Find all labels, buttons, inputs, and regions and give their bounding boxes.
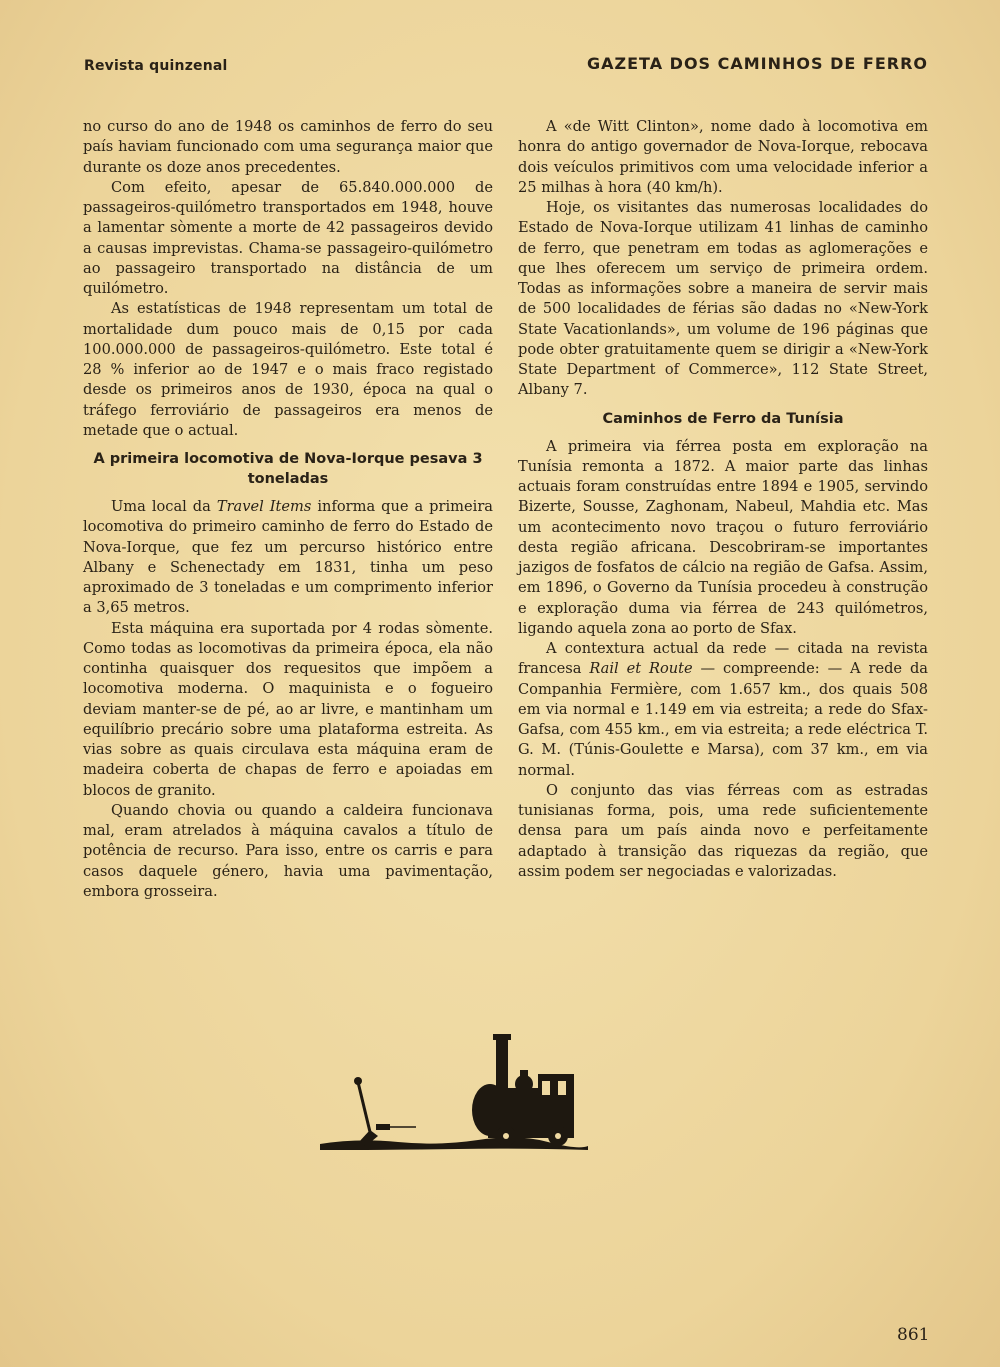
text-run: — compreende: — A rede da Companhia Fermière, com 1.657 km., dos quais 508 em via normal e 1.149 em via estreita; a rede do Sfax-Gafsa, com 455 km., em via estreita; a rede eléctrica T. G. M. (Túnis-Goulette e Marsa), com 37 km., em via normal. [518,660,928,779]
text-run: Uma local da [111,498,217,515]
paragraph [518,639,928,781]
running-header [84,54,928,78]
paragraph: Esta máquina era suportada por 4 rodas sòmente. Como todas as locomotivas da primeira época, ela não continha quaisquer dos requesitos que impõem a locomotiva moderna. O maquinista e o fogueiro deviam manter-se de pé, ao ar livre, e mantinham um equilíbrio precário sobre uma plataforma estreita. As vias sobre as quais circulava esta máquina eram de madeira coberta de chapas de ferro e apoiadas em blocos de granito. [83,619,493,799]
italic-title: Travel Items [216,498,312,515]
paragraph: Quando chovia ou quando a caldeira funcionava mal, eram atrelados à máquina cavalos a título de potência de recurso. Para isso, entre os carris e para casos daquele género, havia uma pavimentação, embora grosseira. [83,801,493,900]
paragraph: Hoje, os visitantes das numerosas localidades do Estado de Nova-Iorque utilizam 41 linhas de caminho de ferro, que penetram em todas as aglomerações e que lhes oferecem um serviço de primeira ordem. Todas as informações sobre a maneira de servir mais de 500 localidades de férias são dadas no «New-York State Vacationlands», um volume de 196 páginas que pode obter gratuitamente quem se dirigir a «New-York State Department of Commerce», 112 State Street, Albany 7. [518,199,928,399]
left-column [83,117,493,902]
header-right: GAZETA DOS CAMINHOS DE FERRO [586,54,928,73]
italic-title: Rail et Route [589,660,693,678]
text-run: informa que a primeira locomotiva do primeiro caminho de ferro do Estado de Nova-Iorque, que fez um percurso histórico entre Albany e Schenectady em 1831, tinha um peso aproximado de 3 toneladas e um comprimento inferior a 3,65 metros. [83,498,493,617]
section-heading: Caminhos de Ferro da Tunísia [602,410,844,427]
section-heading: A primeira locomotiva de Nova-Iorque pesava 3 toneladas [93,451,483,487]
locomotive-illustration [318,1026,590,1156]
paragraph: Com efeito, apesar de 65.840.000.000 de passageiros-quilómetro transportados em 1948, houve a lamentar sòmente a morte de 42 passageiros devido a causas imprevistas. Chama-se passageiro-quilómetro ao passageiro transportado na distância de um quilómetro. [83,178,493,297]
right-column [518,117,928,882]
paragraph: A «de Witt Clinton», nome dado à locomotiva em honra do antigo governador de Nova-Iorque, rebocava dois veículos primitivos com uma velocidade inferior a 25 milhas à hora (40 km/h). [518,118,928,196]
paragraph: A primeira via férrea posta em exploração na Tunísia remonta a 1872. A maior parte das linhas actuais foram construídas entre 1894 e 1905, servindo Bizerte, Sousse, Zaghonam, Nabeul, Mahdia etc. Mas um acontecimento novo traçou o futuro ferroviário desta região africana. Descobriram-se importantes jazigos de fosfatos de cálcio na região de Gafsa. Assim, em 1896, o Governo da Tunísia procedeu à construção e exploração duma via férrea de 243 quilómetros, ligando aquela zona ao porto de Sfax. [518,437,928,637]
paragraph: O conjunto das vias férreas com as estradas tunisianas forma, pois, uma rede suficientemente densa para um país ainda novo e perfeitamente adaptado à transição das riquezas da região, que assim podem ser negociadas e valorizadas. [518,781,928,880]
paragraph [83,497,493,619]
page-number: 861 [897,1325,930,1345]
text-run: A contextura actual da rede — citada na revista francesa [518,640,928,678]
header-left: Revista quinzenal [84,58,228,74]
paragraph: As estatísticas de 1948 representam um total de mortalidade dum pouco mais de 0,15 por cada 100.000.000 de passageiros-quilómetro. Este total é 28 % inferior ao de 1947 e o mais fraco registado desde os primeiros anos de 1930, época na qual o tráfego ferroviário de passageiros era menos de metade que o actual. [83,300,493,439]
paragraph: no curso do ano de 1948 os caminhos de ferro do seu país haviam funcionado com uma segurança maior que durante os doze anos precedentes. [83,118,493,176]
